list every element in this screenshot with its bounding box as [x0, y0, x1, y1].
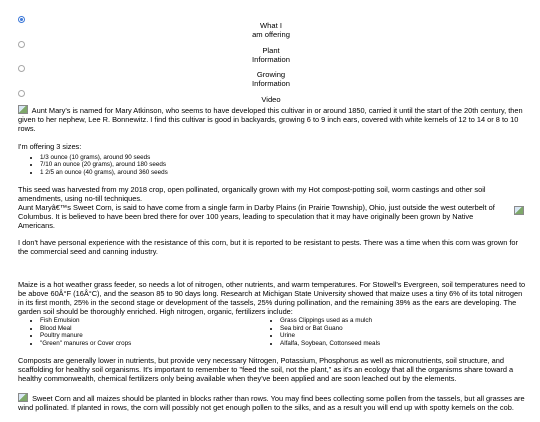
- tab-content: [18, 105, 526, 422]
- sizes-heading: I'm offering 3 sizes:: [18, 141, 82, 151]
- fertilizer-list: [18, 317, 526, 348]
- resistance-paragraph: I don't have personal experience with the resistance of this corn, but it is reported to be resistant to pests. There was a time when this corn was grown for the commercial seed and canning industry.: [18, 238, 518, 257]
- blocks-text: Sweet Corn and all maizes should be planted in blocks rather than rows. You may find bees collecting some pollen from the tassels, but all grasses are wind pollinated. If planted in rows, the corn will possibly not get enough pollen to the silks, and as a result you will end up with spotty kernels on the cob.: [18, 393, 525, 412]
- tab-label-line: What I: [260, 21, 282, 30]
- list-item: • Blood Meal: [40, 325, 280, 333]
- list-item: • 7/10 an ounce (20 grams), around 180 seeds: [40, 161, 526, 169]
- origin-text: Aunt Maryâ€™s Sweet Corn, is said to have come from a single farm in Darby Plains (in Prairie Township), Ohio, just outside the west outerbelt of Columbus. It is believed to have been bred there for over 100 years, leading to speculation that it may have originally been grown by Native Americans.: [18, 202, 495, 230]
- feeder-paragraph: Maize is a hot weather grass feeder, so needs a lot of nitrogen, other nutrients, and warm temperatures. For Stowell's Evergreen, soil temperatures need to be above 60Â°F (16Â°C), and the season 85 to 90 days long. Research at Michigan State University showed that maize uses a tiny 6% of its total nitrogen in its first month, 25% in the second stage or development of the tassels, 25% during pollination, and the remaining 39% as the ears are developing. The garden soil should be thoroughly enriched. High nitrogen, organic, fertilizers include:: [18, 280, 526, 316]
- intro-text: Aunt Mary's is named for Mary Atkinson, who seems to have developed this cultivar in or around 1850, carried it until the start of the 20th century, then given to her nephew, Lee R. Bonnewitz. I find this cultivar is good in backyards, growing 6 to 9 inch ears, covered with white kernels of 12 to 14 or 8 to 10 rows.: [18, 106, 523, 133]
- tab-label-line: Plant: [262, 45, 280, 55]
- tab-label-line: Growing: [256, 70, 286, 79]
- composts-paragraph: Composts are generally lower in nutrients, but provide very necessary Nitrogen, Potassium, Phosphorus as well as micronutrients, soil structure, and scaffolding for healthy soil organisms. It's important to remember to "feed the soil, not the plant," as it's an ecology that all the organisms share toward a healthy commonwealth, chemical fertilizers only being available when they've been applied and are soon leached out by the elements.: [18, 356, 514, 383]
- info-tabs: [16, 14, 526, 112]
- tab-label[interactable]: [16, 70, 526, 88]
- blocks-paragraph: [18, 393, 526, 413]
- list-item: • 1 2/5 an ounce (40 grams), around 360 seeds: [40, 169, 526, 177]
- list-item: • Grass Clippings used as a mulch: [280, 317, 530, 325]
- broken-image-icon: [18, 105, 28, 114]
- list-item: • 1/3 ounce (10 grams), around 90 seeds: [40, 154, 526, 162]
- tab-label[interactable]: [16, 46, 526, 64]
- list-item: • Sea bird or Bat Guano: [280, 325, 530, 333]
- intro-paragraph: [18, 105, 526, 134]
- sizes-list: [18, 154, 526, 178]
- harvest-paragraph: [18, 186, 526, 230]
- tab-label-line: am offering: [252, 30, 290, 40]
- tab-what-i-am-offering[interactable]: [16, 14, 526, 39]
- tab-label-line: Information: [252, 54, 290, 64]
- tab-label[interactable]: [16, 21, 526, 39]
- harvest-text: This seed was harvested from my 2018 crop, open pollinated, organically grown with my Hot compost-potting soil, worm castings and other soil amendments, using no-till techniques.: [18, 185, 486, 203]
- list-item: • Urine: [280, 332, 530, 340]
- tab-label[interactable]: [16, 95, 526, 104]
- list-item: • Alfalfa, Soybean, Cottonseed meals: [280, 340, 530, 348]
- tab-label-line: Information: [252, 79, 290, 89]
- tab-label-line: Video: [261, 94, 281, 104]
- spacer: [18, 266, 526, 281]
- list-item: • Fish Emulsion: [40, 317, 280, 325]
- tab-plant-information[interactable]: [16, 39, 526, 64]
- list-item: • Poultry manure: [40, 332, 280, 340]
- broken-image-icon: [18, 393, 28, 402]
- list-item: • "Green" manures or Cover crops: [40, 340, 280, 348]
- broken-image-icon: [514, 206, 524, 215]
- tab-growing-information[interactable]: [16, 63, 526, 88]
